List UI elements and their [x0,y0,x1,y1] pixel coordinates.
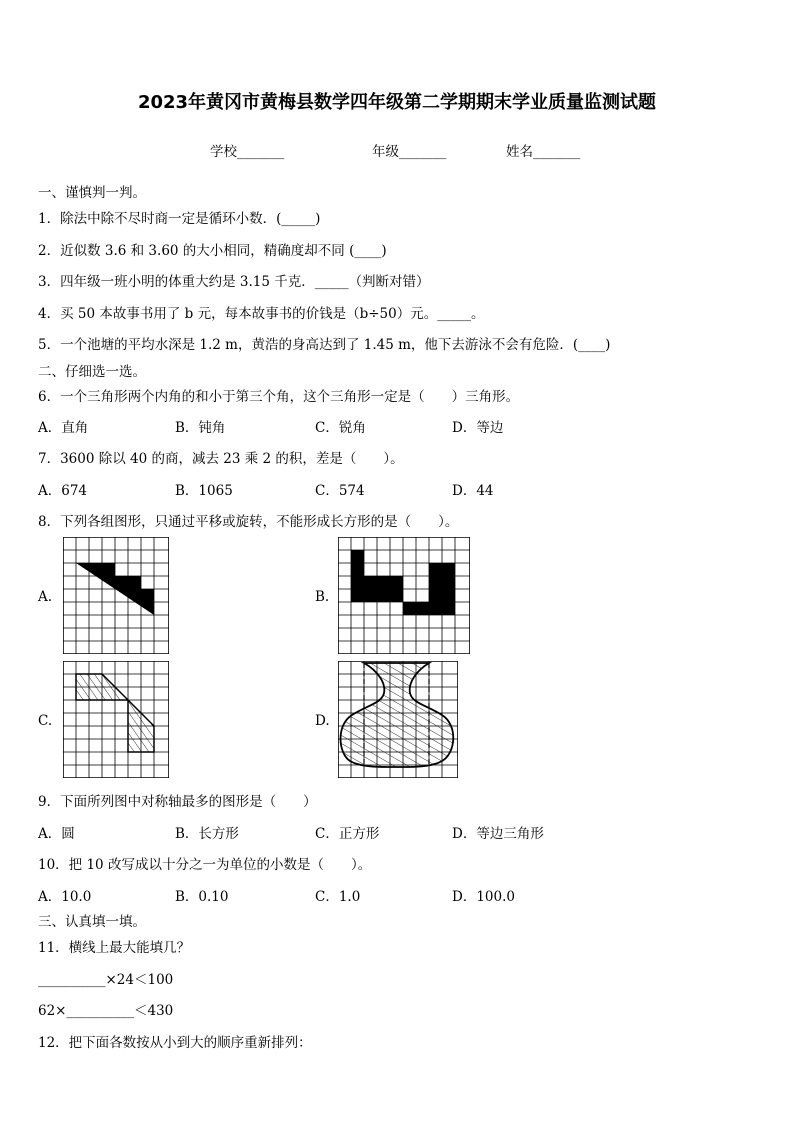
q6-option-a: A．直角 [38,420,89,436]
question-12: 12．把下面各数按从小到大的顺序重新排列： [38,1035,312,1051]
q9-option-c: C．正方形 [315,826,380,842]
q8-figure-b [338,537,470,654]
q6-option-b: B．钝角 [175,420,226,436]
q8-label-d: D. [315,713,330,729]
q6-option-c: C．锐角 [315,420,366,436]
q7-option-d: D．44 [452,483,494,499]
section-1-heading: 一、谨慎判一判。 [38,185,146,201]
question-11: 11．横线上最大能填几？ [38,940,191,956]
q10-option-c: C．1.0 [315,889,361,905]
section-3-heading: 三、认真填一填。 [38,914,146,930]
section-2-heading: 二、仔细选一选。 [38,364,146,380]
school-field: 学校_______ [210,144,285,160]
q9-option-b: B．长方形 [175,826,239,842]
q8-label-a: A. [38,589,53,605]
q8-figure-a [63,537,169,654]
question-2: 2．近似数 3.6 和 3.60 的大小相同，精确度却不同 (____) [38,243,387,259]
question-4: 4．买 50 本故事书用了 b 元，每本故事书的价钱是（b÷50）元。_____。 [38,306,485,322]
question-9: 9．下面所列图中对称轴最多的图形是（ ） [38,794,317,810]
question-6: 6．一个三角形两个内角的和小于第三个角，这个三角形一定是（ ）三角形。 [38,389,520,405]
q9-option-a: A．圆 [38,826,75,842]
q10-option-a: A．10.0 [38,889,92,905]
q6-option-d: D．等边 [452,420,504,436]
question-3: 3．四年级一班小明的体重大约是 3.15 千克．_____（判断对错） [38,274,430,290]
q8-label-b: B. [315,589,330,605]
q10-option-d: D．100.0 [452,889,515,905]
q8-figure-c [63,661,169,778]
question-1: 1．除法中除不尽时商一定是循环小数．(_____) [38,211,321,227]
question-10: 10．把 10 改写成以十分之一为单位的小数是（ ）。 [38,857,372,873]
name-field: 姓名_______ [506,144,581,160]
q8-figure-d [338,661,458,778]
question-8: 8．下列各组图形，只通过平移或旋转，不能形成长方形的是（ ）。 [38,514,459,530]
question-7: 7．3600 除以 40 的商，减去 23 乘 2 的积，差是（ ）。 [38,451,404,467]
q9-option-d: D．等边三角形 [452,826,544,842]
question-5: 5．一个池塘的平均水深是 1.2 m，黄浩的身高达到了 1.45 m，他下去游泳不会有危险．(____) [38,337,611,353]
q7-option-a: A．674 [38,483,88,499]
question-11-blank-b: 62×__________＜430 [38,1003,174,1019]
question-11-blank-a: __________×24＜100 [38,972,174,988]
grade-field: 年级_______ [372,144,447,160]
q7-option-b: B．1065 [175,483,233,499]
page-title: 2023年黄冈市黄梅县数学四年级第二学期期末学业质量监测试题 [137,92,657,113]
q10-option-b: B．0.10 [175,889,229,905]
q7-option-c: C．574 [315,483,365,499]
q8-label-c: C. [38,713,53,729]
